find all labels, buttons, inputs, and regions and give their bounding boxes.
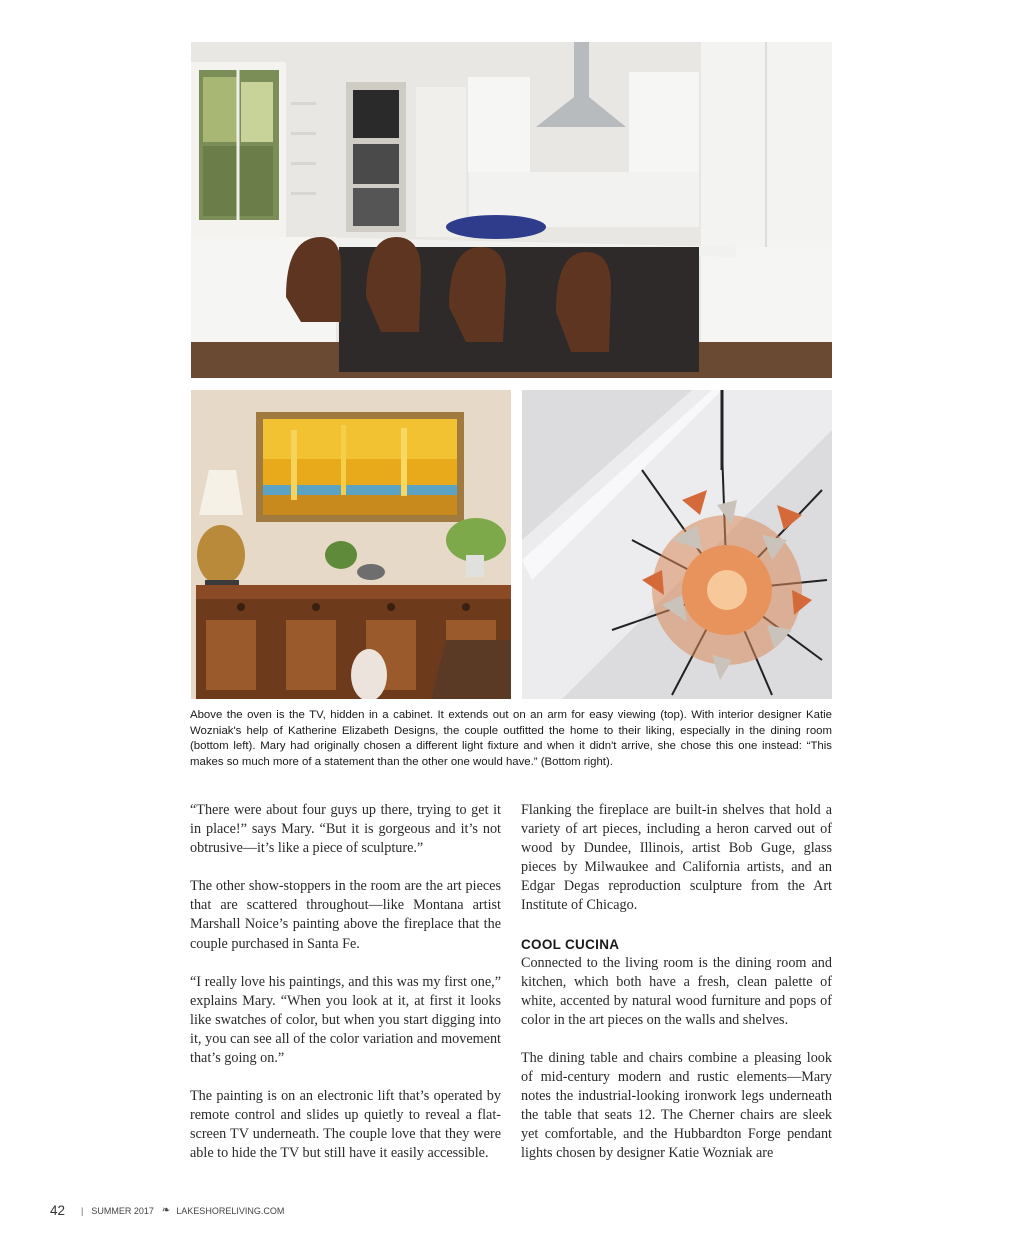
dining-room-photo bbox=[191, 390, 511, 699]
section-heading: COOL CUCINA bbox=[521, 936, 620, 952]
paragraph: Connected to the living room is the dining room and kitchen, which both have a fresh, clean palette of white, accented by natural wood furniture and pops of color in the art pieces on the walls and shelves. bbox=[521, 954, 832, 1028]
logo-icon: ❧ bbox=[161, 1205, 171, 1216]
paragraph: “I really love his paintings, and this was my first one,” explains Mary. “When you look at it, at first it looks like swatches of color, but when you start digging into it, you can see all of the color variation and movement that’s going on.” bbox=[190, 973, 501, 1067]
article-column-right bbox=[521, 801, 832, 1164]
photo-caption: Above the oven is the TV, hidden in a cabinet. It extends out on an arm for easy viewing (top). With interior designer Katie Wozniak's help of Katherine Elizabeth Designs, the couple outfitted the home to their liking, especially in the dining room (bottom left). Mary had originally chosen a different light fixture and when it didn't arrive, she chose this one instead: “This makes so much more of a statement than the other one would have.” (Bottom right). bbox=[190, 709, 832, 768]
footer-divider: | bbox=[81, 1205, 84, 1216]
paragraph: The other show-stoppers in the room are the art pieces that are scattered throughout—like Montana artist Marshall Noice’s painting above the fireplace that the couple purchased in Santa Fe. bbox=[190, 878, 501, 952]
paragraph: “There were about four guys up there, trying to get it in place!” says Mary. “But it is gorgeous and it’s not obtrusive—it’s like a piece of sculpture.” bbox=[190, 802, 501, 857]
website-link[interactable]: LAKESHORELIVING.COM bbox=[176, 1205, 285, 1216]
paragraph: Flanking the fireplace are built-in shelves that hold a variety of art pieces, including a heron carved out of wood by Dundee, Illinois, artist Bob Guge, glass pieces by Milwaukee and California artists, and an Edgar Degas reproduction sculpture from the Art Institute of Chicago. bbox=[521, 802, 832, 914]
kitchen-photo bbox=[191, 42, 832, 378]
pendant-light-photo bbox=[522, 390, 832, 699]
paragraph: The dining table and chairs combine a pleasing look of mid-century modern and rustic elements—Mary notes the industrial-looking ironwork legs underneath the table that seats 12. The Cherner chairs are sleek yet comfortable, and the Hubbardton Forge pendant lights chosen by designer Katie Wozniak are bbox=[521, 1049, 832, 1162]
page-number: 42 bbox=[50, 1203, 66, 1218]
issue-label: SUMMER 2017 bbox=[91, 1205, 154, 1216]
article-column-left bbox=[190, 801, 501, 1164]
paragraph: The painting is on an electronic lift that’s operated by remote control and slides up quietly to reveal a flat-screen TV underneath. The couple love that they were able to hide the TV but still have it easily accessible. bbox=[190, 1088, 501, 1162]
page-footer bbox=[50, 1203, 284, 1218]
